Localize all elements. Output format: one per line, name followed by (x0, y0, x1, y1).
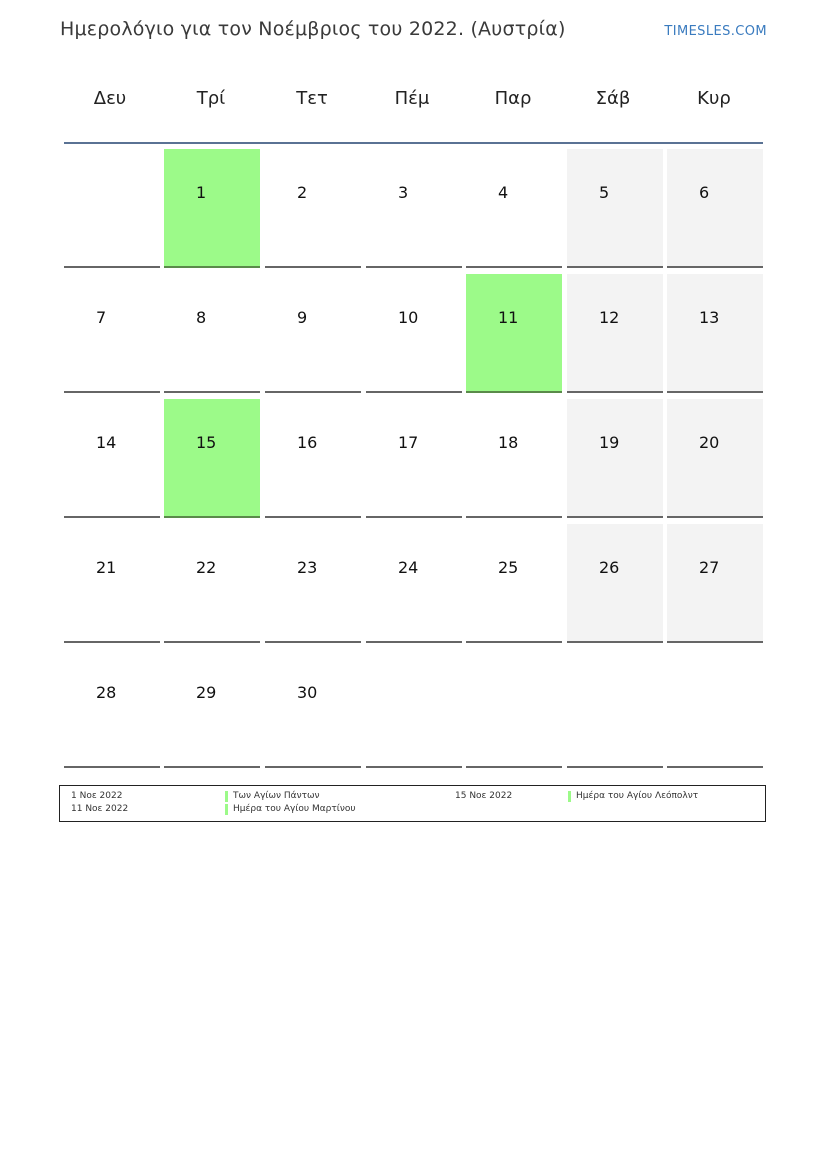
weekday-header-row (62, 88, 765, 120)
day-number: 2 (297, 183, 308, 202)
holiday-legend (59, 785, 766, 822)
day-cell[interactable] (667, 399, 763, 518)
legend-holiday-name: Ημέρα του Αγίου Μαρτίνου (233, 804, 356, 814)
empty-day-cell (567, 649, 663, 768)
weekday-sun: Κυρ (697, 88, 731, 109)
day-number: 1 (196, 183, 207, 202)
day-number: 9 (297, 308, 308, 327)
empty-day-cell (64, 149, 160, 268)
holiday-color-marker (568, 791, 571, 802)
day-cell[interactable] (567, 149, 663, 268)
day-cell[interactable] (667, 524, 763, 643)
day-number: 24 (398, 558, 419, 577)
day-number: 5 (599, 183, 610, 202)
day-number: 16 (297, 433, 318, 452)
holiday-color-marker (225, 804, 228, 815)
day-number: 28 (96, 683, 117, 702)
day-number: 4 (498, 183, 509, 202)
day-cell[interactable] (466, 149, 562, 268)
empty-day-cell (667, 649, 763, 768)
legend-date: 1 Νοε 2022 (71, 791, 123, 801)
day-number: 11 (498, 308, 519, 327)
day-number: 8 (196, 308, 207, 327)
day-number: 22 (196, 558, 217, 577)
day-number: 26 (599, 558, 620, 577)
day-number: 25 (498, 558, 519, 577)
day-number: 10 (398, 308, 419, 327)
header-divider (64, 142, 763, 144)
day-number: 30 (297, 683, 318, 702)
day-number: 6 (699, 183, 710, 202)
day-number: 29 (196, 683, 217, 702)
day-cell[interactable] (64, 649, 160, 768)
day-number: 19 (599, 433, 620, 452)
day-number: 21 (96, 558, 117, 577)
weekday-mon: Δευ (93, 88, 127, 109)
holiday-color-marker (225, 791, 228, 802)
day-cell[interactable] (567, 399, 663, 518)
day-number: 20 (699, 433, 720, 452)
day-cell[interactable] (64, 399, 160, 518)
day-number: 15 (196, 433, 217, 452)
day-number: 3 (398, 183, 409, 202)
day-cell[interactable] (466, 524, 562, 643)
day-number: 13 (699, 308, 720, 327)
day-cell[interactable] (265, 524, 361, 643)
weekday-fri: Παρ (494, 88, 532, 109)
day-cell[interactable] (667, 149, 763, 268)
weekday-wed: Τετ (296, 88, 328, 109)
legend-date: 11 Νοε 2022 (71, 804, 129, 814)
day-cell[interactable] (164, 274, 260, 393)
day-number: 7 (96, 308, 107, 327)
day-number: 12 (599, 308, 620, 327)
legend-holiday-name: Ημέρα του Αγίου Λεόπολντ (576, 791, 699, 801)
empty-day-cell (366, 649, 462, 768)
weekday-tue: Τρί (196, 88, 226, 109)
day-number: 17 (398, 433, 419, 452)
day-number: 23 (297, 558, 318, 577)
day-cell[interactable] (466, 399, 562, 518)
page-title: Ημερολόγιο για τον Νοέμβριος του 2022. (Αυστρία) (60, 18, 566, 40)
day-cell[interactable] (667, 274, 763, 393)
day-cell[interactable] (567, 524, 663, 643)
day-number: 18 (498, 433, 519, 452)
day-cell[interactable] (265, 649, 361, 768)
legend-date: 15 Νοε 2022 (455, 791, 513, 801)
weekday-sat: Σάβ (595, 88, 631, 109)
day-cell[interactable] (366, 149, 462, 268)
day-cell[interactable] (265, 399, 361, 518)
day-cell[interactable] (366, 524, 462, 643)
day-cell[interactable] (164, 649, 260, 768)
day-cell[interactable] (164, 524, 260, 643)
day-cell[interactable] (366, 399, 462, 518)
brand-link[interactable]: TIMESLES.COM (664, 24, 767, 39)
day-cell[interactable] (366, 274, 462, 393)
day-cell[interactable] (265, 274, 361, 393)
weekday-thu: Πέμ (394, 88, 430, 109)
day-cell[interactable] (265, 149, 361, 268)
holiday-day-cell[interactable] (164, 399, 260, 518)
day-number: 14 (96, 433, 117, 452)
empty-day-cell (466, 649, 562, 768)
day-cell[interactable] (567, 274, 663, 393)
day-number: 27 (699, 558, 720, 577)
legend-holiday-name: Των Αγίων Πάντων (233, 791, 320, 801)
holiday-day-cell[interactable] (164, 149, 260, 268)
day-cell[interactable] (64, 524, 160, 643)
day-cell[interactable] (64, 274, 160, 393)
holiday-day-cell[interactable] (466, 274, 562, 393)
